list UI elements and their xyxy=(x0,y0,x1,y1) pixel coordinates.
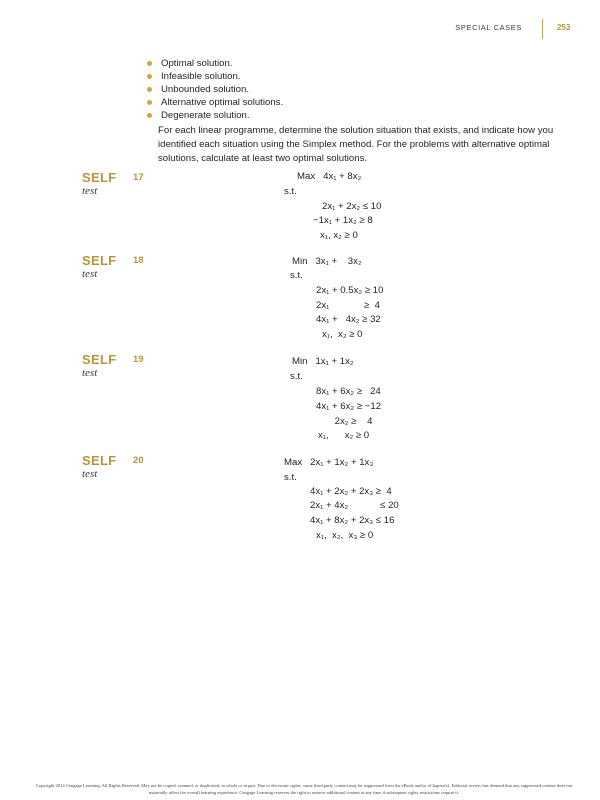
instructions-paragraph: For each linear programme, determine the solution situation that exists, and indicate how you identified each situation using the Simplex method. For the problems with alternative optimal solutions, calculate at least two optimal solutions. xyxy=(158,125,554,165)
bullet-icon xyxy=(147,61,152,66)
self-test-subtitle: test xyxy=(82,185,98,197)
page-number: 253 xyxy=(557,23,571,32)
nonnegativity-constraint: x₁, x₂ ≥ 0 xyxy=(318,430,370,441)
list-item xyxy=(146,96,283,109)
problem-18 xyxy=(0,253,600,348)
constraint: 4x₁ + 4x₂ ≥ 32 xyxy=(316,314,381,325)
bullet-icon xyxy=(147,87,152,92)
list-item-text: Optimal solution. xyxy=(161,58,233,69)
self-test-label: SELF xyxy=(82,453,117,468)
self-test-subtitle: test xyxy=(82,468,98,480)
nonnegativity-constraint: x₁, x₂ ≥ 0 xyxy=(320,230,358,241)
header-divider xyxy=(542,19,543,39)
problem-number: 20 xyxy=(133,455,144,466)
list-item xyxy=(146,83,283,96)
nonnegativity-constraint: x₁, x₂, x₃ ≥ 0 xyxy=(316,530,374,541)
solution-types-list xyxy=(146,57,283,122)
problem-19 xyxy=(0,352,600,447)
problem-number: 19 xyxy=(133,354,144,365)
list-item xyxy=(146,57,283,70)
self-test-label: SELF xyxy=(82,170,117,185)
bullet-icon xyxy=(147,74,152,79)
objective-function: Min 3x₁ + 3x₂ xyxy=(292,256,362,267)
self-test-subtitle: test xyxy=(82,268,98,280)
bullet-icon xyxy=(147,100,152,105)
bullet-icon xyxy=(147,113,152,118)
problem-number: 17 xyxy=(133,172,144,183)
self-test-label: SELF xyxy=(82,253,117,268)
constraint: 2x₁ + 2x₂ ≤ 10 xyxy=(322,201,382,212)
constraint: 2x₂ ≥ 4 xyxy=(316,416,373,427)
list-item-text: Infeasible solution. xyxy=(161,71,241,82)
objective-function: Max 2x₁ + 1x₂ + 1x₃ xyxy=(284,457,374,468)
constraint: 4x₁ + 8x₂ + 2x₃ ≤ 16 xyxy=(310,515,395,526)
problem-17 xyxy=(0,170,600,265)
objective-function: Max 4x₁ + 8x₂ xyxy=(297,171,362,182)
subject-to-label: s.t. xyxy=(290,270,303,281)
list-item xyxy=(146,109,283,122)
constraint: 2x₁ + 4x₂ ≤ 20 xyxy=(310,500,399,511)
constraint: 2x₁ + 0.5x₂ ≥ 10 xyxy=(316,285,384,296)
list-item-text: Alternative optimal solutions. xyxy=(161,97,284,108)
self-test-label: SELF xyxy=(82,352,117,367)
section-title: SPECIAL CASES xyxy=(455,23,522,32)
list-item-text: Unbounded solution. xyxy=(161,84,250,95)
constraint: −1x₁ + 1x₂ ≥ 8 xyxy=(313,215,373,226)
constraint: 2x₁ ≥ 4 xyxy=(316,300,380,311)
self-test-subtitle: test xyxy=(82,367,98,379)
nonnegativity-constraint: x₁, x₂ ≥ 0 xyxy=(322,329,363,340)
subject-to-label: s.t. xyxy=(284,186,297,197)
problem-number: 18 xyxy=(133,255,144,266)
problem-20 xyxy=(0,453,600,548)
constraint: 8x₁ + 6x₂ ≥ 24 xyxy=(316,386,381,397)
subject-to-label: s.t. xyxy=(284,472,297,483)
objective-function: Min 1x₁ + 1x₂ xyxy=(292,356,354,367)
constraint: 4x₁ + 6x₂ ≥ −12 xyxy=(316,401,382,412)
list-item xyxy=(146,70,283,83)
copyright-footer: Copyright 2014 Cengage Learning. All Rights Reserved. May not be copied, scanned, or duplicated, in whole or in part. Due to electronic rights, some third party content may be suppressed from the eBook and/or eChapter(s). Editorial review has deemed that any suppressed content does not materially affect the overall learning experience. Cengage Learning reserves the right to remove additional content at any time if subsequent rights restrictions require it. xyxy=(35,783,573,795)
subject-to-label: s.t. xyxy=(290,371,303,382)
constraint: 4x₁ + 2x₂ + 2x₃ ≥ 4 xyxy=(310,486,392,497)
list-item-text: Degenerate solution. xyxy=(161,110,250,121)
